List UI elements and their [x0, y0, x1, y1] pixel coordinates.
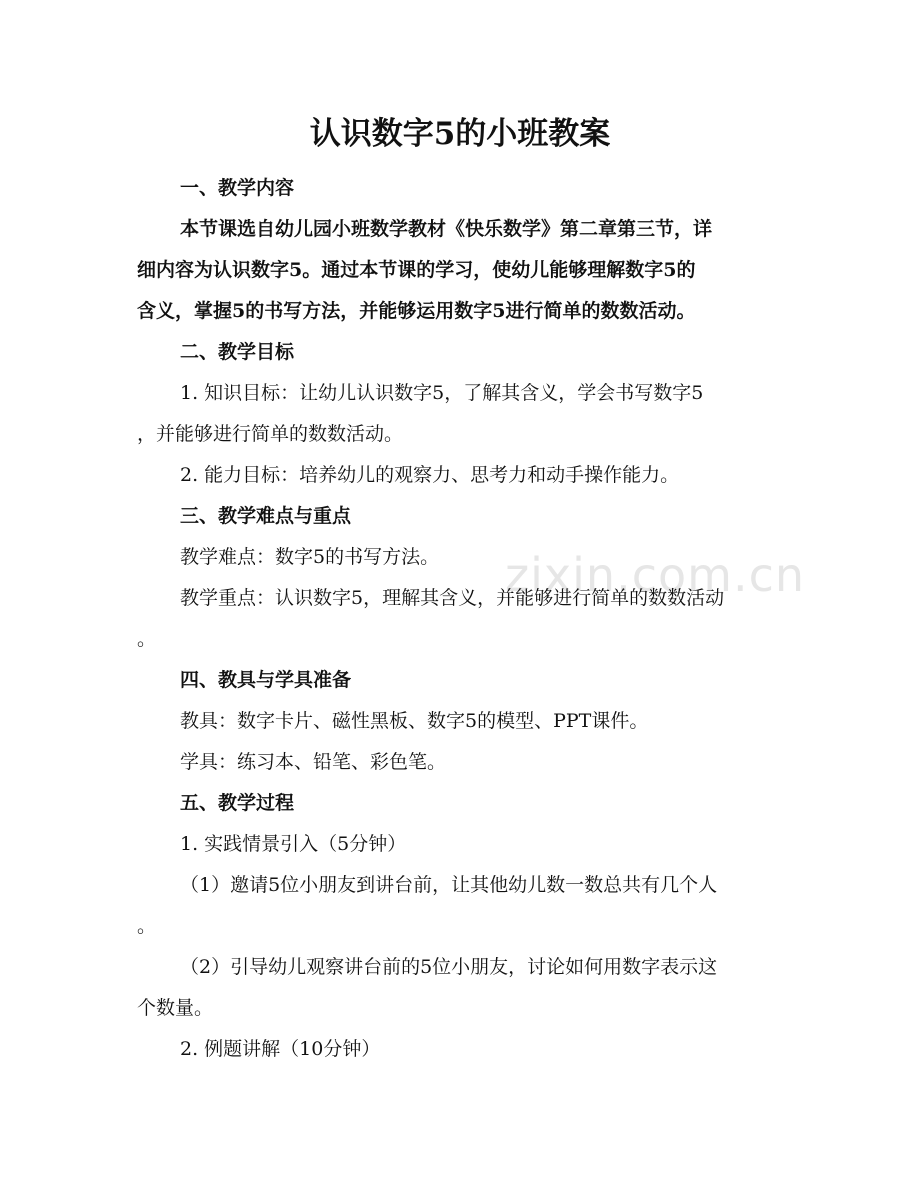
watermark: zixin.com.cn — [505, 548, 806, 602]
section-heading-content: 一、教学内容 — [180, 177, 295, 199]
paragraph-line: 含义，掌握5的书写方法，并能够运用数字5进行简单的数数活动。 — [137, 300, 696, 322]
paragraph-line: ，并能够进行简单的数数活动。 — [137, 423, 404, 445]
paragraph-line: 学具：练习本、铅笔、彩色笔。 — [180, 751, 447, 773]
section-heading-difficulty: 三、教学难点与重点 — [180, 505, 352, 527]
paragraph-line: 细内容为认识数字5。通过本节课的学习，使幼儿能够理解数字5的 — [137, 259, 696, 281]
paragraph-line: 教学难点：数字5的书写方法。 — [180, 546, 440, 568]
paragraph-line: （1）邀请5位小朋友到讲台前，让其他幼儿数一数总共有几个人 — [180, 874, 718, 896]
paragraph-line: 。 — [137, 628, 157, 650]
paragraph-line: 2. 例题讲解（10分钟） — [180, 1038, 381, 1060]
paragraph-line: 1. 实践情景引入（5分钟） — [180, 833, 407, 855]
paragraph-line: 个数量。 — [137, 997, 214, 1019]
paragraph-line: （2）引导幼儿观察讲台前的5位小朋友，讨论如何用数字表示这 — [180, 956, 718, 978]
section-heading-process: 五、教学过程 — [180, 792, 295, 814]
paragraph-line: 1. 知识目标：让幼儿认识数字5，了解其含义，学会书写数字5 — [180, 382, 704, 404]
paragraph-line: 教学重点：认识数字5，理解其含义，并能够进行简单的数数活动 — [180, 587, 725, 609]
section-heading-materials: 四、教具与学具准备 — [180, 669, 352, 691]
page-title: 认识数字5的小班教案 — [309, 116, 611, 152]
paragraph-line: 教具：数字卡片、磁性黑板、数字5的模型、PPT课件。 — [180, 710, 649, 732]
paragraph-line: 2. 能力目标：培养幼儿的观察力、思考力和动手操作能力。 — [180, 464, 680, 486]
paragraph-line: 本节课选自幼儿园小班数学教材《快乐数学》第二章第三节，详 — [180, 218, 713, 240]
section-heading-goals: 二、教学目标 — [180, 341, 295, 363]
paragraph-line: 。 — [137, 915, 157, 937]
